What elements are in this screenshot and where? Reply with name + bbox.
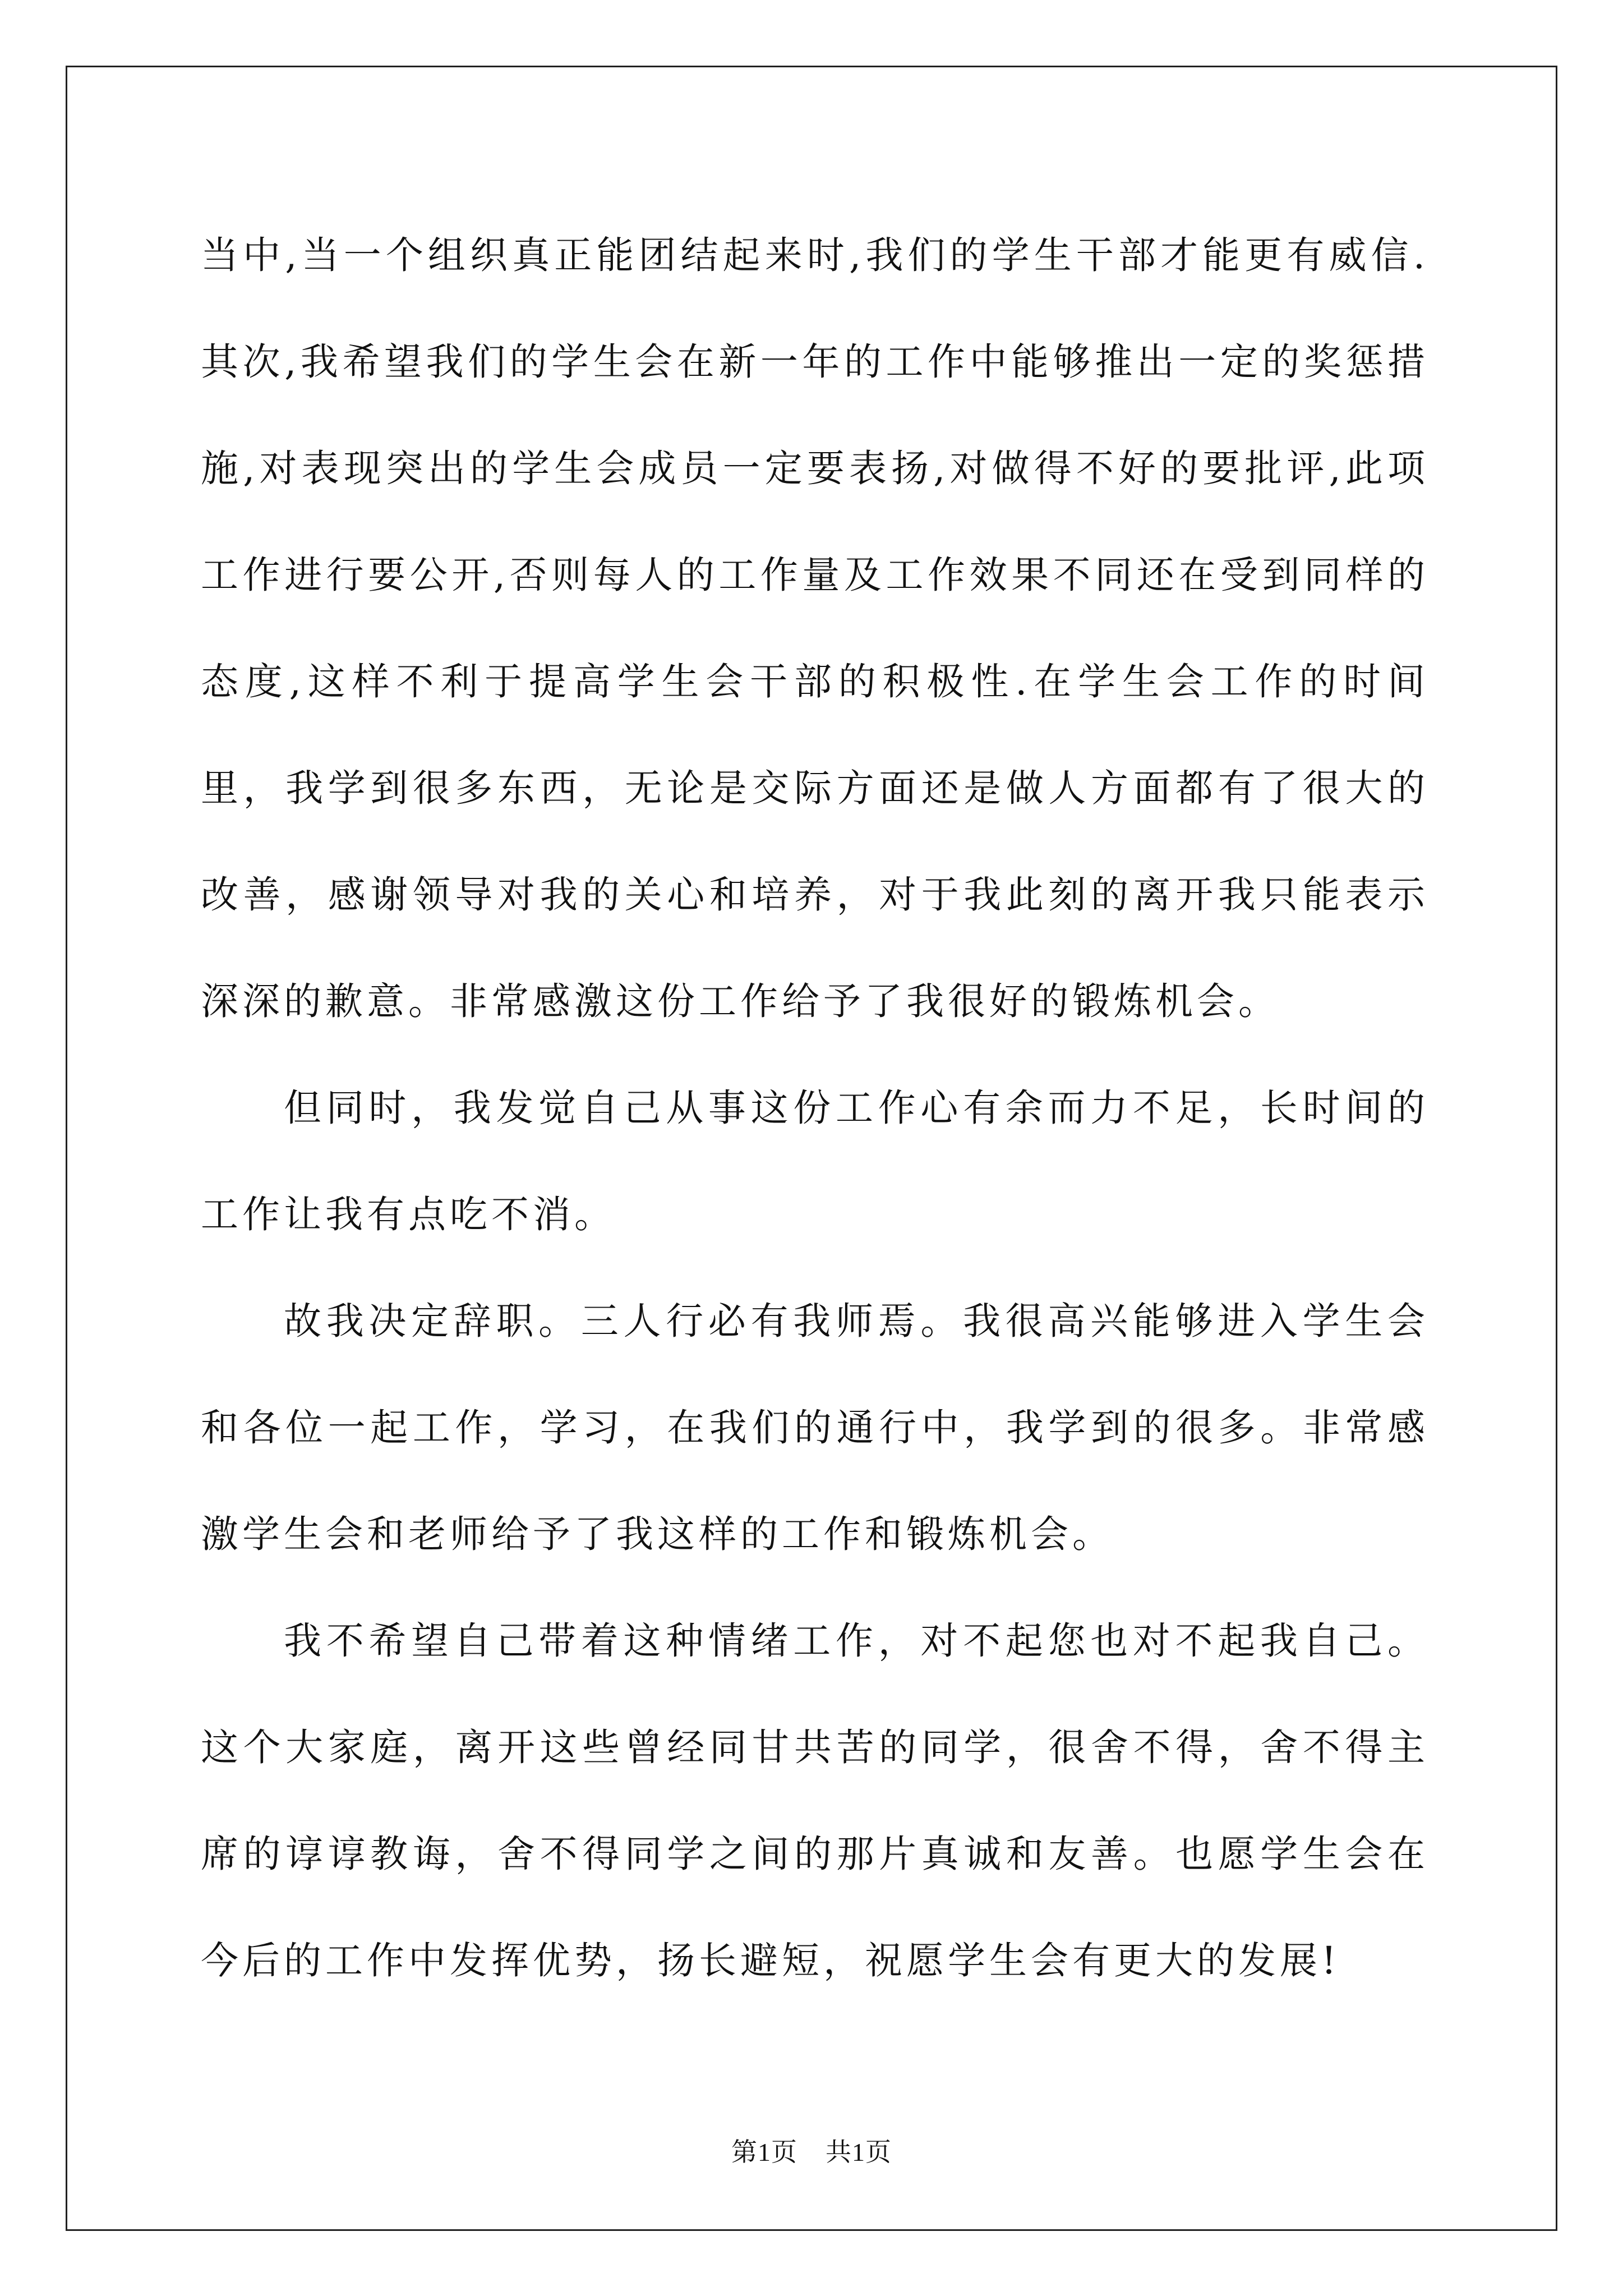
document-body [201, 202, 1429, 2014]
paragraph-3: 故我决定辞职。三人行必有我师焉。我很高兴能够进入学生会和各位一起工作，学习，在我们的通行中，我学到的很多。非常感激学生会和老师给予了我这样的工作和锻炼机会。 [201, 1299, 1429, 1556]
paragraph-4: 我不希望自己带着这种情绪工作，对不起您也对不起我自己。这个大家庭，离开这些曾经同甘共苦的同学，很舍不得，舍不得主席的谆谆教诲，舍不得同学之间的那片真诚和友善。也愿学生会在今后的工作中发挥优势，扬长避短，祝愿学生会有更大的发展! [201, 1619, 1429, 1982]
page-number: 第1页 [731, 2138, 797, 2166]
paragraph-2: 但同时，我发觉自己从事这份工作心有余而力不足，长时间的工作让我有点吃不消。 [201, 1086, 1429, 1236]
page-footer [0, 2132, 1623, 2169]
paragraph-1: 当中,当一个组织真正能团结起来时,我们的学生干部才能更有威信.其次,我希望我们的学生会在新一年的工作中能够推出一定的奖惩措施,对表现突出的学生会成员一定要表扬,对做得不好的要批评,此项工作进行要公开,否则每人的工作量及工作效果不同还在受到同样的态度,这样不利于提高学生会干部的积极性.在学生会工作的时间里，我学到很多东西，无论是交际方面还是做人方面都有了很大的改善，感谢领导对我的关心和培养，对于我此刻的离开我只能表示深深的歉意。非常感激这份工作给予了我很好的锻炼机会。 [201, 233, 1429, 1023]
page-total: 共1页 [826, 2138, 892, 2166]
